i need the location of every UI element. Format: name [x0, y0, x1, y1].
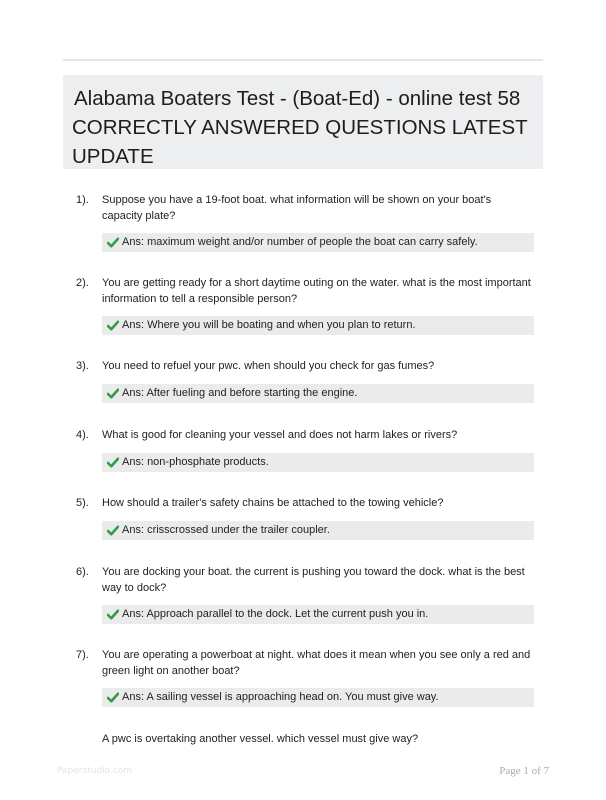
answer-text: Ans: A sailing vessel is approaching head on. You must give way. — [122, 691, 439, 703]
question-number: 5). — [76, 497, 89, 509]
question-text: You are getting ready for a short daytime outing on the water. what is the most important information to tell a responsible person? — [102, 277, 531, 305]
answer-text: Ans: After fueling and before starting the engine. — [122, 387, 358, 399]
answer-text: Ans: Approach parallel to the dock. Let the current push you in. — [122, 608, 429, 620]
answer-text: Ans: non-phosphate products. — [122, 456, 269, 468]
checkmark-icon — [107, 688, 120, 707]
answer-box — [102, 384, 534, 403]
question-number: 1). — [76, 194, 89, 206]
question-number: 7). — [76, 649, 89, 661]
answer-text: Ans: maximum weight and/or number of people the boat can carry safely. — [122, 236, 478, 248]
answer-box — [102, 233, 534, 252]
answer-box — [102, 521, 534, 540]
document-title — [72, 84, 533, 171]
title-line-2: CORRECTLY ANSWERED QUESTIONS LATEST — [72, 116, 528, 139]
answer-box — [102, 316, 534, 335]
checkmark-icon — [107, 521, 120, 540]
title-line-3: UPDATE — [72, 145, 154, 168]
title-line-1: Alabama Boaters Test - (Boat-Ed) - online test 58 — [74, 87, 521, 110]
answer-text: Ans: Where you will be boating and when you plan to return. — [122, 319, 416, 331]
question-number: 2). — [76, 277, 89, 289]
answer-box — [102, 688, 534, 707]
question-text: You are operating a powerboat at night. what does it mean when you see only a red and green light on another boat? — [102, 649, 531, 677]
top-divider — [63, 59, 543, 61]
question-text: You are docking your boat. the current is pushing you toward the dock. what is the best way to dock? — [102, 566, 525, 594]
question-text: You need to refuel your pwc. when should you check for gas fumes? — [102, 360, 435, 372]
question-text: How should a trailer's safety chains be attached to the towing vehicle? — [102, 497, 444, 509]
checkmark-icon — [107, 384, 120, 403]
question-number: 4). — [76, 429, 89, 441]
question-number: 3). — [76, 360, 89, 372]
checkmark-icon — [107, 233, 120, 252]
answer-box — [102, 453, 534, 472]
answer-text: Ans: crisscrossed under the trailer coupler. — [122, 524, 330, 536]
checkmark-icon — [107, 316, 120, 335]
question-text: What is good for cleaning your vessel and does not harm lakes or rivers? — [102, 429, 458, 441]
page-number: Page 1 of 7 — [499, 765, 549, 777]
question-number: 6). — [76, 566, 89, 578]
question-text: A pwc is overtaking another vessel. which vessel must give way? — [102, 733, 419, 745]
checkmark-icon — [107, 605, 120, 624]
footer-watermark: Paperstudio.com — [57, 766, 133, 776]
answer-box — [102, 605, 534, 624]
question-text: Suppose you have a 19-foot boat. what information will be shown on your boat's capacity plate? — [102, 194, 492, 222]
title-box — [63, 75, 543, 169]
checkmark-icon — [107, 453, 120, 472]
